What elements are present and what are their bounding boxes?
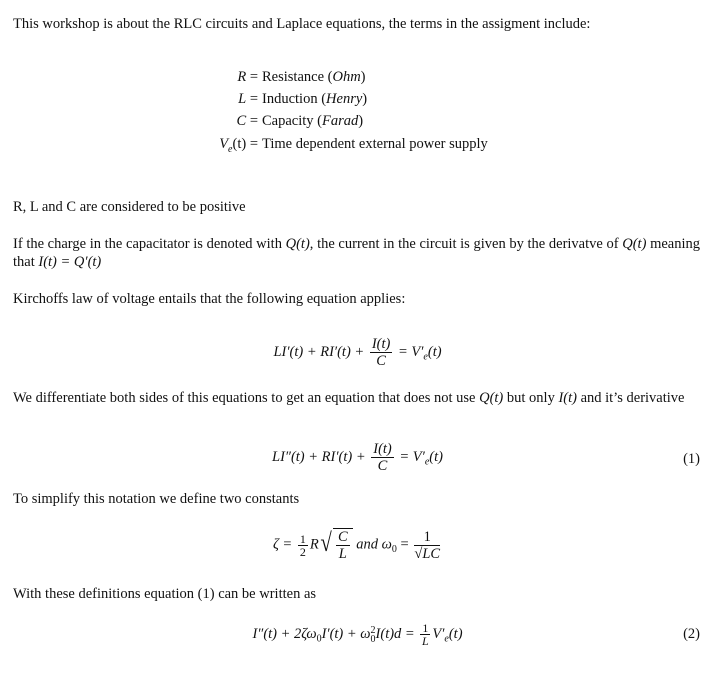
- paren: ): [358, 113, 364, 129]
- eq-right: = V′: [395, 448, 425, 465]
- eq-left: LI′(t) + RI′(t) +: [273, 343, 368, 360]
- subscript: 0: [316, 633, 322, 645]
- fraction: [336, 529, 350, 562]
- text: If the charge in the capacitator is denoted with: [13, 236, 286, 252]
- denominator: L: [422, 634, 429, 648]
- intro-text: This workshop is about the RLC circuits and Laplace equations, the terms in the assigment include:: [13, 16, 591, 32]
- eq-term: I″(t) + 2ζω: [252, 625, 317, 642]
- math: Q(t): [285, 236, 310, 252]
- eq-term: I(t)d =: [375, 625, 419, 642]
- with-definitions-text: With these definitions equation (1) can be written as: [13, 586, 317, 602]
- def-unit: Ohm: [332, 69, 361, 85]
- subscript: e: [423, 351, 428, 363]
- text: and it’s derivative: [576, 390, 685, 406]
- fraction: [370, 336, 393, 369]
- eq-right: (t): [427, 343, 442, 360]
- equals: =: [246, 69, 258, 85]
- charge-paragraph: [13, 235, 700, 271]
- def-text: Induction (: [262, 91, 327, 107]
- equals: =: [246, 136, 258, 152]
- text: but only: [503, 390, 559, 406]
- equation-number: (2): [683, 626, 700, 642]
- denominator: C: [376, 353, 386, 369]
- numerator: C: [337, 529, 348, 545]
- equals: =: [396, 536, 413, 553]
- radicand: LC: [422, 545, 441, 562]
- radicand: [333, 528, 353, 562]
- def-symbol: L: [238, 91, 247, 107]
- numerator: 1: [414, 529, 440, 546]
- def-symbol: R: [237, 69, 247, 85]
- radical-sign: √: [320, 528, 332, 557]
- eq-left: LI″(t) + RI′(t) +: [272, 448, 370, 465]
- eq-right: (t): [429, 448, 443, 465]
- subscript: 0: [391, 544, 397, 556]
- radical-sign: √: [414, 545, 423, 562]
- equation-1: [0, 441, 715, 474]
- def-unit: Henry: [326, 91, 363, 107]
- zeta: ζ =: [272, 536, 296, 553]
- math: I(t): [558, 390, 577, 406]
- paren: ): [362, 91, 368, 107]
- eq-term: (t): [448, 625, 463, 642]
- fraction: [371, 441, 394, 474]
- denominator: C: [377, 458, 388, 474]
- numerator: I(t): [373, 441, 392, 457]
- equals: =: [246, 91, 258, 107]
- subscript: 0: [370, 633, 376, 645]
- eq-term: I′(t) + ω: [321, 625, 371, 642]
- positive-note: R, L and C are considered to be positive: [13, 199, 246, 215]
- paren: ): [360, 69, 366, 85]
- subscript: e: [444, 633, 449, 645]
- equation-number: (1): [683, 451, 700, 467]
- def-symbol: C: [236, 113, 247, 129]
- differentiate-paragraph: [13, 389, 700, 407]
- text: We differentiate both sides of this equations to get an equation that does not use: [13, 390, 480, 406]
- equals: =: [246, 113, 258, 129]
- simplify-text: To simplify this notation we define two constants: [13, 491, 300, 507]
- text: , the current in the circuit is given by the derivatve of: [309, 236, 623, 252]
- kirchoff-text: Kirchoffs law of voltage entails that the following equation applies:: [13, 291, 406, 307]
- square-root: [319, 528, 353, 562]
- subscript: e: [228, 143, 233, 155]
- math: Q(t): [622, 236, 647, 252]
- denominator: 2: [299, 544, 306, 559]
- denominator: L: [338, 546, 347, 562]
- eq-right: = V′: [394, 343, 424, 360]
- math: I(t) = Q′(t): [38, 254, 102, 270]
- fraction: [420, 622, 430, 647]
- numerator: I(t): [371, 336, 391, 352]
- and-text: and: [352, 536, 382, 553]
- numerator: 1: [299, 531, 306, 546]
- text: meaning that: [13, 236, 700, 270]
- def-text: Resistance (: [262, 69, 333, 85]
- def-text: Capacity (: [262, 113, 322, 129]
- fraction: [414, 529, 440, 562]
- kirchoff-equation: [0, 336, 715, 369]
- eq-term: V′: [432, 625, 445, 642]
- superscript: 2: [370, 624, 376, 636]
- resistance-symbol: R: [309, 536, 319, 553]
- equation-2: [0, 622, 715, 647]
- constants-equation: [0, 528, 715, 562]
- fraction: [298, 533, 308, 558]
- numerator: 1: [422, 621, 429, 635]
- def-unit: Farad: [322, 113, 359, 129]
- def-symbol: V: [219, 136, 229, 152]
- denominator: [414, 546, 440, 562]
- argument: (t): [232, 136, 247, 152]
- subscript: e: [424, 456, 430, 468]
- math: Q(t): [479, 390, 504, 406]
- omega: ω: [381, 536, 392, 553]
- def-text: Time dependent external power supply: [262, 136, 488, 152]
